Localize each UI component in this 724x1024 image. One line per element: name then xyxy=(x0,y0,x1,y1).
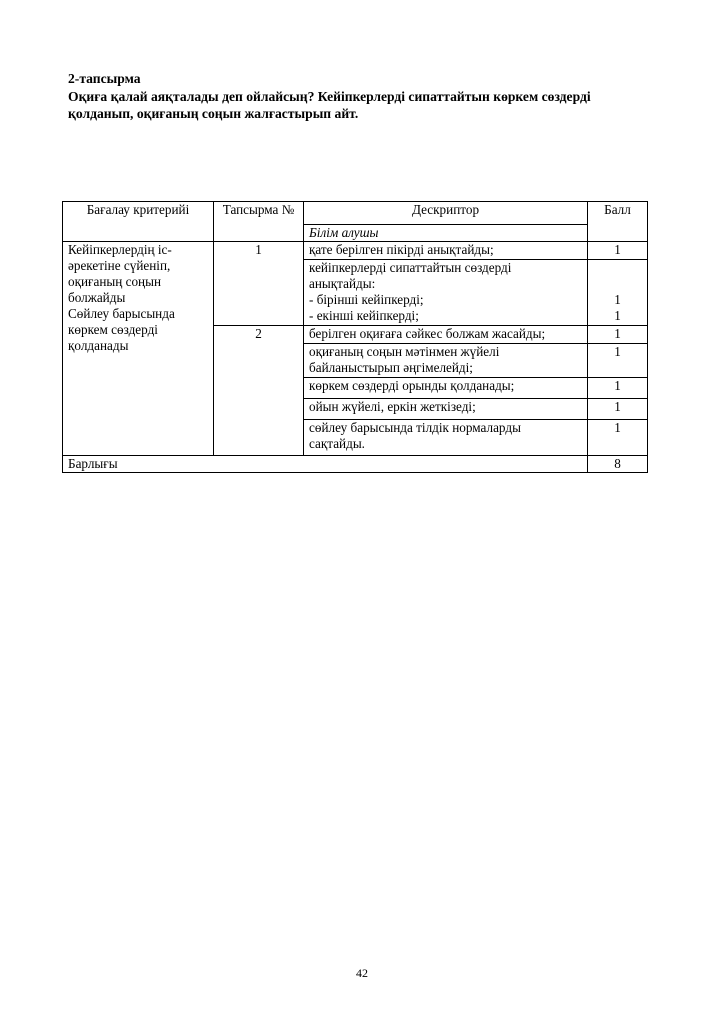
task-question-line-2: қолданып, оқиғаның соңын жалғастырып айт. xyxy=(68,106,359,121)
score-value xyxy=(593,276,642,292)
score-value xyxy=(593,260,642,276)
descriptor-cell xyxy=(304,242,588,260)
score-value: 1 xyxy=(614,344,621,359)
descriptor-line: байланыстырып әңгімелейді; xyxy=(309,360,473,375)
criterion-line: оқиғаның соңын xyxy=(68,274,162,289)
descriptor-cell xyxy=(304,378,588,399)
descriptor-cell xyxy=(304,399,588,420)
score-value: 1 xyxy=(614,308,621,323)
task-title: 2-тапсырма xyxy=(68,71,141,86)
descriptor-line: анықтайды: xyxy=(309,276,376,291)
criterion-line: болжайды xyxy=(68,290,126,305)
criterion-line: Сөйлеу барысында xyxy=(68,306,175,321)
score-cell xyxy=(588,378,648,399)
total-score: 8 xyxy=(588,456,648,473)
header-criterion: Бағалау критерийі xyxy=(63,202,214,242)
descriptor-line: қате берілген пікірді анықтайды; xyxy=(309,242,494,257)
descriptor-line: сөйлеу барысында тілдік нормаларды xyxy=(309,420,521,435)
score-value: 1 xyxy=(614,420,621,435)
header-descriptor: Дескриптор xyxy=(304,202,588,225)
score-value: 1 xyxy=(614,399,621,414)
score-value: 1 xyxy=(614,242,621,257)
score-cell xyxy=(588,242,648,260)
score-value: 1 xyxy=(614,326,621,341)
score-cell xyxy=(588,344,648,378)
criterion-line: Кейіпкерлердің іс- xyxy=(68,242,172,257)
score-cell xyxy=(588,326,648,344)
score-cell xyxy=(588,260,648,326)
descriptor-line: - бірінші кейіпкерді; xyxy=(309,292,424,307)
descriptor-cell xyxy=(304,420,588,456)
subheader-student: Білім алушы xyxy=(304,225,588,242)
score-cell xyxy=(588,420,648,456)
descriptor-cell xyxy=(304,260,588,326)
descriptor-cell xyxy=(304,344,588,378)
criterion-cell xyxy=(63,242,214,456)
task-heading xyxy=(68,70,668,123)
descriptor-line: оқиғаның соңын мәтінмен жүйелі xyxy=(309,344,500,359)
page-number: 42 xyxy=(356,966,368,980)
descriptor-line: көркем сөздерді орынды қолданады; xyxy=(309,378,515,393)
criterion-line: көркем сөздерді xyxy=(68,322,158,337)
score-cell xyxy=(588,399,648,420)
task-question-line-1: Оқиға қалай аяқталады деп ойлайсың? Кейіпкерлерді сипаттайтын көркем сөздерді xyxy=(68,88,591,104)
task-number-2: 2 xyxy=(214,326,304,456)
descriptor-line: кейіпкерлерді сипаттайтын сөздерді xyxy=(309,260,512,275)
header-task-number: Тапсырма № xyxy=(214,202,304,242)
descriptor-line: - екінші кейіпкерді; xyxy=(309,308,419,323)
descriptor-cell xyxy=(304,326,588,344)
score-value: 1 xyxy=(614,378,621,393)
score-value: 1 xyxy=(614,292,621,307)
descriptor-line: сақтайды. xyxy=(309,436,365,451)
assessment-rubric-table xyxy=(62,201,648,473)
criterion-line: қолданады xyxy=(68,338,129,353)
total-label: Барлығы xyxy=(63,456,588,473)
descriptor-line: берілген оқиғаға сәйкес болжам жасайды; xyxy=(309,326,546,341)
criterion-line: әрекетіне сүйеніп, xyxy=(68,258,171,273)
task-number-1: 1 xyxy=(214,242,304,326)
descriptor-line: ойын жүйелі, еркін жеткізеді; xyxy=(309,399,476,414)
header-score: Балл xyxy=(588,202,648,242)
